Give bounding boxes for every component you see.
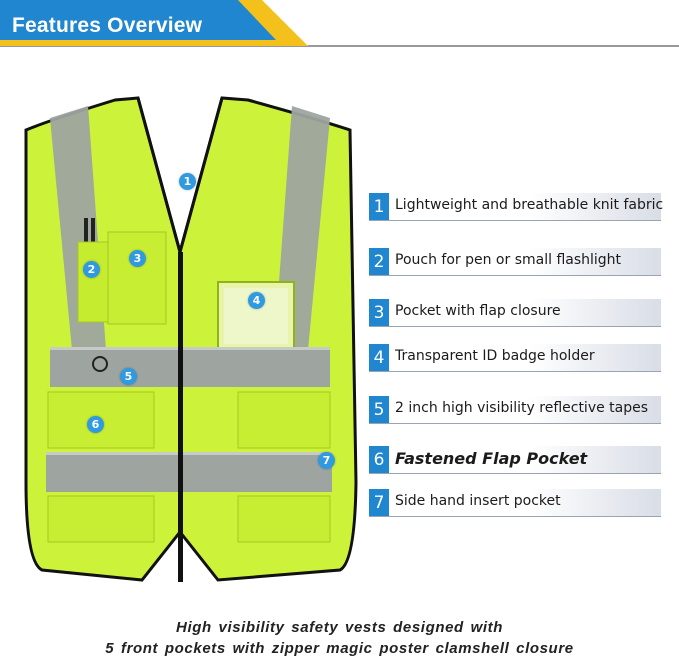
feature-row-2 [369,248,661,276]
feature-number: 7 [369,489,389,516]
feature-number: 2 [369,248,389,275]
header-title: Features Overview [12,14,203,37]
caption-line-1: High visibility safety vests designed with [176,619,503,636]
feature-text: Fastened Flap Pocket [395,449,588,468]
feature-row-3 [369,299,661,327]
vest-illustration [20,92,360,592]
feature-row-6 [369,446,661,474]
feature-text: Side hand insert pocket [395,493,561,509]
feature-number: 6 [369,446,389,473]
marker-2: 2 [83,261,100,278]
feature-text: Transparent ID badge holder [395,348,595,364]
marker-7: 7 [318,452,335,469]
feature-row-5 [369,396,661,424]
feature-text: Pouch for pen or small flashlight [395,252,622,268]
marker-4: 4 [248,292,265,309]
feature-number: 4 [369,344,389,371]
marker-6: 6 [87,416,104,433]
feature-number: 5 [369,396,389,423]
feature-text: 2 inch high visibility reflective tapes [395,400,649,416]
feature-row-4 [369,344,661,372]
caption-line-2: 5 front pockets with zipper magic poster clamshell closure [105,640,574,657]
feature-text: Pocket with flap closure [395,303,561,319]
marker-5: 5 [120,368,137,385]
feature-number: 3 [369,299,389,326]
marker-3: 3 [129,250,146,267]
feature-row-7 [369,489,661,517]
feature-row-1 [369,193,664,221]
marker-1: 1 [179,173,196,190]
feature-number: 1 [369,193,389,220]
feature-text: Lightweight and breathable knit fabric [395,197,664,213]
